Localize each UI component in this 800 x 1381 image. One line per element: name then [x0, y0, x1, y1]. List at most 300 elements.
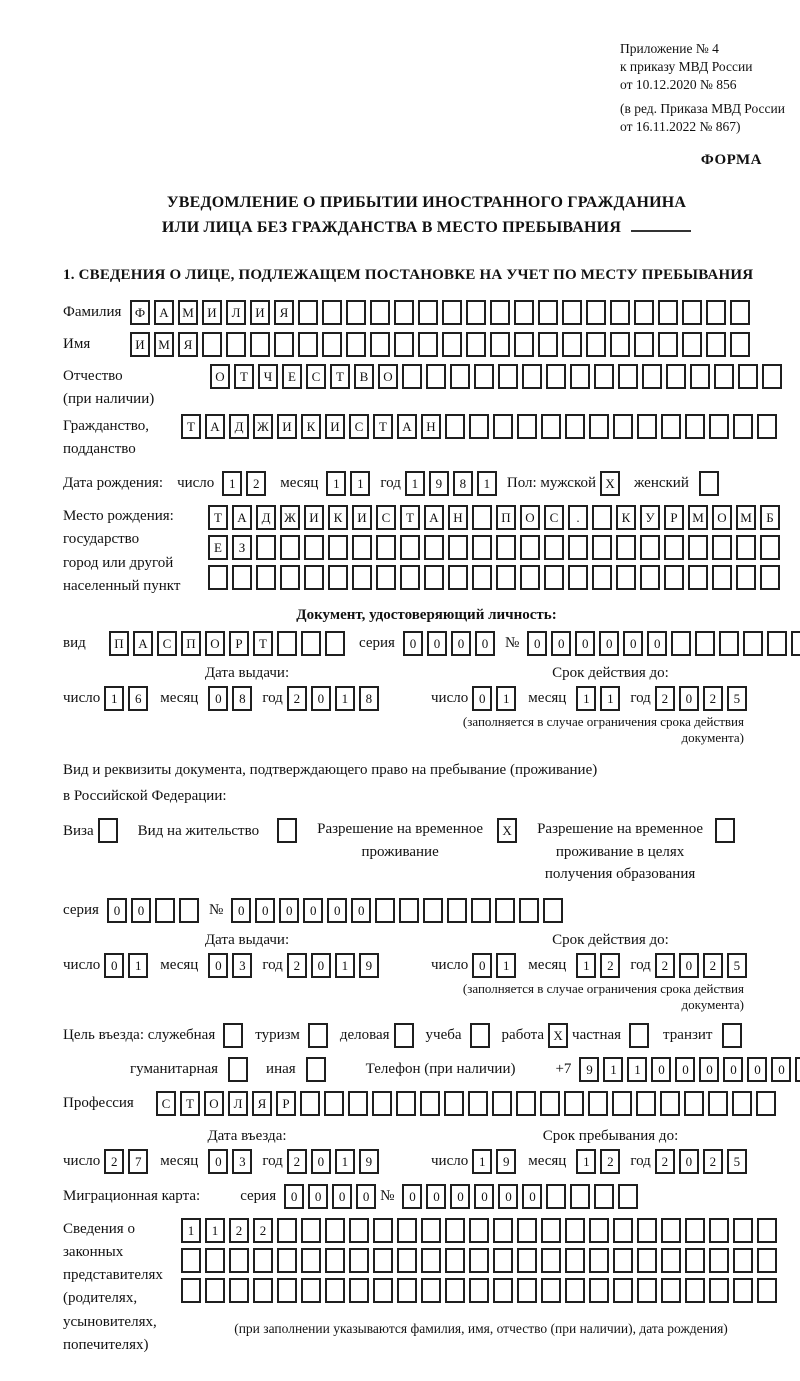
char-box[interactable] — [541, 414, 561, 439]
char-box[interactable] — [616, 565, 636, 590]
char-box[interactable] — [661, 1248, 681, 1273]
char-box[interactable] — [442, 300, 462, 325]
char-box[interactable]: 5 — [727, 1149, 747, 1174]
char-box[interactable] — [300, 1091, 320, 1116]
char-box[interactable] — [640, 565, 660, 590]
char-box[interactable]: А — [205, 414, 225, 439]
char-box[interactable] — [495, 898, 515, 923]
char-box[interactable]: 0 — [651, 1057, 671, 1082]
char-box[interactable]: О — [204, 1091, 224, 1116]
char-box[interactable] — [519, 898, 539, 923]
char-box[interactable]: Я — [252, 1091, 272, 1116]
char-box[interactable] — [155, 898, 175, 923]
char-box[interactable] — [568, 535, 588, 560]
char-box[interactable]: 0 — [327, 898, 347, 923]
char-box[interactable] — [733, 414, 753, 439]
char-box[interactable] — [472, 535, 492, 560]
char-box[interactable] — [375, 898, 395, 923]
char-box[interactable] — [448, 535, 468, 560]
char-box[interactable] — [612, 1091, 632, 1116]
char-box[interactable] — [181, 1278, 201, 1303]
char-box[interactable] — [610, 300, 630, 325]
char-box[interactable] — [493, 414, 513, 439]
char-box[interactable] — [349, 1278, 369, 1303]
char-box[interactable] — [396, 1091, 416, 1116]
char-box[interactable] — [469, 414, 489, 439]
char-box[interactable] — [736, 535, 756, 560]
char-box[interactable]: 1 — [222, 471, 242, 496]
char-box[interactable] — [637, 1218, 657, 1243]
char-box[interactable] — [423, 898, 443, 923]
char-box[interactable] — [738, 364, 758, 389]
char-box[interactable]: 1 — [496, 686, 516, 711]
char-box[interactable]: 9 — [359, 1149, 379, 1174]
checkbox-official[interactable] — [223, 1023, 243, 1048]
checkbox-temp-residence-edu[interactable] — [715, 818, 735, 843]
char-box[interactable] — [372, 1091, 392, 1116]
char-box[interactable] — [757, 1278, 777, 1303]
char-box[interactable]: Ж — [280, 505, 300, 530]
char-box[interactable]: С — [544, 505, 564, 530]
char-box[interactable] — [592, 535, 612, 560]
char-box[interactable] — [714, 364, 734, 389]
char-box[interactable]: М — [736, 505, 756, 530]
char-box[interactable]: Д — [229, 414, 249, 439]
char-box[interactable] — [664, 565, 684, 590]
char-box[interactable]: 0 — [403, 631, 423, 656]
char-box[interactable]: 0 — [308, 1184, 328, 1209]
char-box[interactable] — [709, 414, 729, 439]
char-box[interactable] — [496, 535, 516, 560]
char-box[interactable] — [661, 1218, 681, 1243]
char-box[interactable]: 7 — [128, 1149, 148, 1174]
char-box[interactable]: П — [109, 631, 129, 656]
char-box[interactable] — [685, 1278, 705, 1303]
char-box[interactable]: 0 — [131, 898, 151, 923]
char-box[interactable] — [232, 565, 252, 590]
checkbox-male[interactable]: X — [600, 471, 620, 496]
char-box[interactable] — [447, 898, 467, 923]
char-box[interactable]: 0 — [699, 1057, 719, 1082]
char-box[interactable] — [661, 1278, 681, 1303]
char-box[interactable] — [517, 414, 537, 439]
char-box[interactable] — [732, 1091, 752, 1116]
char-box[interactable] — [658, 332, 678, 357]
char-box[interactable]: 1 — [181, 1218, 201, 1243]
char-box[interactable] — [394, 300, 414, 325]
char-box[interactable] — [613, 1278, 633, 1303]
char-box[interactable] — [684, 1091, 704, 1116]
char-box[interactable] — [712, 565, 732, 590]
char-box[interactable]: 1 — [405, 471, 425, 496]
char-box[interactable] — [277, 1248, 297, 1273]
char-box[interactable] — [445, 1218, 465, 1243]
char-box[interactable]: 1 — [335, 686, 355, 711]
char-box[interactable] — [474, 364, 494, 389]
char-box[interactable]: 6 — [128, 686, 148, 711]
char-box[interactable]: 2 — [104, 1149, 124, 1174]
char-box[interactable]: С — [349, 414, 369, 439]
char-box[interactable] — [589, 1248, 609, 1273]
char-box[interactable] — [618, 1184, 638, 1209]
char-box[interactable]: 9 — [496, 1149, 516, 1174]
char-box[interactable] — [666, 364, 686, 389]
char-box[interactable] — [514, 300, 534, 325]
char-box[interactable]: 0 — [551, 631, 571, 656]
char-box[interactable] — [592, 505, 612, 530]
char-box[interactable] — [424, 535, 444, 560]
char-box[interactable]: А — [154, 300, 174, 325]
checkbox-other[interactable] — [306, 1057, 326, 1082]
char-box[interactable]: А — [397, 414, 417, 439]
char-box[interactable] — [589, 1218, 609, 1243]
char-box[interactable]: 0 — [208, 686, 228, 711]
char-box[interactable] — [400, 535, 420, 560]
char-box[interactable] — [795, 1057, 800, 1082]
char-box[interactable]: Т — [180, 1091, 200, 1116]
char-box[interactable]: 0 — [475, 631, 495, 656]
char-box[interactable]: 0 — [472, 686, 492, 711]
char-box[interactable]: 0 — [208, 953, 228, 978]
char-box[interactable]: И — [304, 505, 324, 530]
char-box[interactable] — [448, 565, 468, 590]
char-box[interactable]: 3 — [232, 1149, 252, 1174]
char-box[interactable] — [325, 1218, 345, 1243]
char-box[interactable] — [376, 535, 396, 560]
char-box[interactable]: 0 — [647, 631, 667, 656]
char-box[interactable]: Н — [421, 414, 441, 439]
char-box[interactable] — [767, 631, 787, 656]
char-box[interactable] — [301, 1278, 321, 1303]
char-box[interactable] — [640, 535, 660, 560]
char-box[interactable]: 0 — [303, 898, 323, 923]
char-box[interactable] — [492, 1091, 512, 1116]
char-box[interactable] — [541, 1248, 561, 1273]
char-box[interactable] — [352, 565, 372, 590]
char-box[interactable]: 2 — [703, 1149, 723, 1174]
char-box[interactable] — [586, 332, 606, 357]
char-box[interactable]: 2 — [655, 686, 675, 711]
char-box[interactable] — [517, 1278, 537, 1303]
char-box[interactable] — [613, 1218, 633, 1243]
checkbox-transit[interactable] — [722, 1023, 742, 1048]
char-box[interactable]: 2 — [655, 953, 675, 978]
char-box[interactable] — [568, 565, 588, 590]
char-box[interactable]: 0 — [104, 953, 124, 978]
char-box[interactable]: 1 — [600, 686, 620, 711]
char-box[interactable] — [280, 565, 300, 590]
char-box[interactable]: 1 — [326, 471, 346, 496]
char-box[interactable] — [348, 1091, 368, 1116]
char-box[interactable] — [706, 300, 726, 325]
char-box[interactable] — [328, 535, 348, 560]
char-box[interactable]: К — [301, 414, 321, 439]
char-box[interactable] — [709, 1248, 729, 1273]
char-box[interactable] — [420, 1091, 440, 1116]
char-box[interactable] — [205, 1278, 225, 1303]
char-box[interactable] — [421, 1218, 441, 1243]
char-box[interactable] — [514, 332, 534, 357]
char-box[interactable] — [469, 1278, 489, 1303]
char-box[interactable]: Т — [181, 414, 201, 439]
char-box[interactable]: П — [181, 631, 201, 656]
char-box[interactable] — [791, 631, 800, 656]
char-box[interactable] — [730, 332, 750, 357]
char-box[interactable] — [541, 1218, 561, 1243]
char-box[interactable]: 0 — [450, 1184, 470, 1209]
char-box[interactable] — [541, 1278, 561, 1303]
char-box[interactable] — [660, 1091, 680, 1116]
char-box[interactable] — [613, 1248, 633, 1273]
char-box[interactable]: 0 — [771, 1057, 791, 1082]
char-box[interactable] — [688, 535, 708, 560]
char-box[interactable]: И — [325, 414, 345, 439]
char-box[interactable] — [594, 1184, 614, 1209]
char-box[interactable]: 1 — [104, 686, 124, 711]
char-box[interactable]: 0 — [427, 631, 447, 656]
char-box[interactable]: Р — [229, 631, 249, 656]
char-box[interactable] — [589, 414, 609, 439]
char-box[interactable] — [493, 1218, 513, 1243]
checkbox-business[interactable] — [394, 1023, 414, 1048]
char-box[interactable] — [544, 565, 564, 590]
char-box[interactable]: 0 — [675, 1057, 695, 1082]
char-box[interactable] — [277, 631, 297, 656]
char-box[interactable] — [760, 565, 780, 590]
char-box[interactable] — [565, 1278, 585, 1303]
char-box[interactable] — [543, 898, 563, 923]
char-box[interactable]: Т — [330, 364, 350, 389]
char-box[interactable] — [402, 364, 422, 389]
char-box[interactable]: 0 — [208, 1149, 228, 1174]
char-box[interactable]: 2 — [287, 686, 307, 711]
char-box[interactable] — [469, 1248, 489, 1273]
char-box[interactable] — [618, 364, 638, 389]
char-box[interactable] — [352, 535, 372, 560]
char-box[interactable] — [468, 1091, 488, 1116]
char-box[interactable] — [349, 1218, 369, 1243]
char-box[interactable] — [421, 1278, 441, 1303]
char-box[interactable] — [421, 1248, 441, 1273]
char-box[interactable] — [349, 1248, 369, 1273]
char-box[interactable]: 0 — [679, 1149, 699, 1174]
char-box[interactable] — [592, 565, 612, 590]
char-box[interactable]: Т — [253, 631, 273, 656]
checkbox-residence-permit[interactable] — [277, 818, 297, 843]
char-box[interactable]: Л — [228, 1091, 248, 1116]
char-box[interactable] — [736, 565, 756, 590]
char-box[interactable]: Т — [208, 505, 228, 530]
char-box[interactable] — [516, 1091, 536, 1116]
char-box[interactable]: 2 — [703, 686, 723, 711]
char-box[interactable]: 0 — [472, 953, 492, 978]
char-box[interactable] — [256, 565, 276, 590]
char-box[interactable] — [277, 1218, 297, 1243]
char-box[interactable] — [498, 364, 518, 389]
char-box[interactable] — [682, 332, 702, 357]
char-box[interactable]: 0 — [107, 898, 127, 923]
char-box[interactable] — [370, 332, 390, 357]
char-box[interactable] — [664, 535, 684, 560]
char-box[interactable] — [637, 1248, 657, 1273]
char-box[interactable]: 0 — [426, 1184, 446, 1209]
char-box[interactable] — [373, 1248, 393, 1273]
char-box[interactable] — [690, 364, 710, 389]
char-box[interactable] — [733, 1278, 753, 1303]
char-box[interactable] — [709, 1278, 729, 1303]
char-box[interactable] — [564, 1091, 584, 1116]
checkbox-study[interactable] — [470, 1023, 490, 1048]
char-box[interactable] — [493, 1248, 513, 1273]
char-box[interactable] — [253, 1248, 273, 1273]
char-box[interactable]: Ч — [258, 364, 278, 389]
char-box[interactable] — [634, 332, 654, 357]
char-box[interactable]: 1 — [335, 1149, 355, 1174]
char-box[interactable]: 5 — [727, 686, 747, 711]
char-box[interactable]: М — [154, 332, 174, 357]
char-box[interactable]: Л — [226, 300, 246, 325]
char-box[interactable]: С — [306, 364, 326, 389]
char-box[interactable] — [642, 364, 662, 389]
char-box[interactable] — [570, 1184, 590, 1209]
checkbox-temp-residence[interactable]: X — [497, 818, 517, 843]
char-box[interactable]: 2 — [287, 953, 307, 978]
char-box[interactable]: 0 — [402, 1184, 422, 1209]
char-box[interactable]: 1 — [472, 1149, 492, 1174]
char-box[interactable] — [469, 1218, 489, 1243]
char-box[interactable] — [400, 565, 420, 590]
char-box[interactable]: 2 — [287, 1149, 307, 1174]
char-box[interactable] — [733, 1218, 753, 1243]
checkbox-private[interactable] — [629, 1023, 649, 1048]
char-box[interactable] — [538, 300, 558, 325]
char-box[interactable] — [280, 535, 300, 560]
char-box[interactable] — [397, 1248, 417, 1273]
char-box[interactable] — [613, 414, 633, 439]
char-box[interactable]: 0 — [527, 631, 547, 656]
char-box[interactable]: 2 — [253, 1218, 273, 1243]
char-box[interactable] — [399, 898, 419, 923]
char-box[interactable] — [637, 1278, 657, 1303]
char-box[interactable] — [208, 565, 228, 590]
char-box[interactable] — [229, 1248, 249, 1273]
char-box[interactable] — [304, 535, 324, 560]
char-box[interactable]: С — [156, 1091, 176, 1116]
char-box[interactable]: 2 — [703, 953, 723, 978]
char-box[interactable]: С — [376, 505, 396, 530]
char-box[interactable] — [586, 300, 606, 325]
char-box[interactable] — [376, 565, 396, 590]
char-box[interactable] — [202, 332, 222, 357]
char-box[interactable] — [682, 300, 702, 325]
char-box[interactable] — [588, 1091, 608, 1116]
char-box[interactable] — [589, 1278, 609, 1303]
char-box[interactable] — [730, 300, 750, 325]
char-box[interactable]: Д — [256, 505, 276, 530]
char-box[interactable] — [397, 1218, 417, 1243]
char-box[interactable] — [756, 1091, 776, 1116]
char-box[interactable]: П — [496, 505, 516, 530]
char-box[interactable] — [661, 414, 681, 439]
char-box[interactable] — [610, 332, 630, 357]
char-box[interactable] — [325, 1278, 345, 1303]
char-box[interactable]: 0 — [575, 631, 595, 656]
char-box[interactable] — [570, 364, 590, 389]
char-box[interactable]: Р — [664, 505, 684, 530]
char-box[interactable] — [517, 1218, 537, 1243]
char-box[interactable] — [594, 364, 614, 389]
char-box[interactable]: 1 — [627, 1057, 647, 1082]
char-box[interactable]: 1 — [335, 953, 355, 978]
char-box[interactable]: К — [616, 505, 636, 530]
char-box[interactable] — [181, 1248, 201, 1273]
char-box[interactable] — [346, 332, 366, 357]
char-box[interactable]: О — [205, 631, 225, 656]
char-box[interactable] — [445, 1248, 465, 1273]
char-box[interactable] — [546, 364, 566, 389]
char-box[interactable]: Б — [760, 505, 780, 530]
char-box[interactable]: Т — [373, 414, 393, 439]
char-box[interactable] — [636, 1091, 656, 1116]
char-box[interactable] — [322, 300, 342, 325]
char-box[interactable]: 1 — [477, 471, 497, 496]
char-box[interactable]: М — [688, 505, 708, 530]
char-box[interactable] — [418, 300, 438, 325]
char-box[interactable]: Н — [448, 505, 468, 530]
char-box[interactable] — [616, 535, 636, 560]
char-box[interactable]: О — [378, 364, 398, 389]
char-box[interactable] — [471, 898, 491, 923]
char-box[interactable] — [562, 300, 582, 325]
char-box[interactable]: 2 — [600, 1149, 620, 1174]
char-box[interactable]: И — [202, 300, 222, 325]
char-box[interactable]: О — [712, 505, 732, 530]
char-box[interactable] — [546, 1184, 566, 1209]
char-box[interactable]: 2 — [229, 1218, 249, 1243]
char-box[interactable]: Е — [208, 535, 228, 560]
char-box[interactable] — [540, 1091, 560, 1116]
char-box[interactable]: 1 — [576, 686, 596, 711]
checkbox-humanitarian[interactable] — [228, 1057, 248, 1082]
char-box[interactable] — [562, 332, 582, 357]
char-box[interactable] — [444, 1091, 464, 1116]
char-box[interactable] — [522, 364, 542, 389]
char-box[interactable]: С — [157, 631, 177, 656]
char-box[interactable]: 1 — [205, 1218, 225, 1243]
char-box[interactable]: 0 — [351, 898, 371, 923]
char-box[interactable] — [325, 631, 345, 656]
char-box[interactable] — [205, 1248, 225, 1273]
char-box[interactable] — [328, 565, 348, 590]
char-box[interactable] — [517, 1248, 537, 1273]
char-box[interactable]: И — [130, 332, 150, 357]
char-box[interactable]: 0 — [255, 898, 275, 923]
char-box[interactable]: И — [352, 505, 372, 530]
char-box[interactable] — [565, 1248, 585, 1273]
char-box[interactable]: И — [277, 414, 297, 439]
char-box[interactable] — [226, 332, 246, 357]
char-box[interactable]: 0 — [356, 1184, 376, 1209]
char-box[interactable] — [253, 1278, 273, 1303]
char-box[interactable]: Я — [274, 300, 294, 325]
char-box[interactable] — [688, 565, 708, 590]
char-box[interactable] — [370, 300, 390, 325]
char-box[interactable] — [685, 414, 705, 439]
char-box[interactable] — [394, 332, 414, 357]
char-box[interactable]: 1 — [576, 953, 596, 978]
char-box[interactable]: 2 — [655, 1149, 675, 1174]
char-box[interactable] — [298, 300, 318, 325]
